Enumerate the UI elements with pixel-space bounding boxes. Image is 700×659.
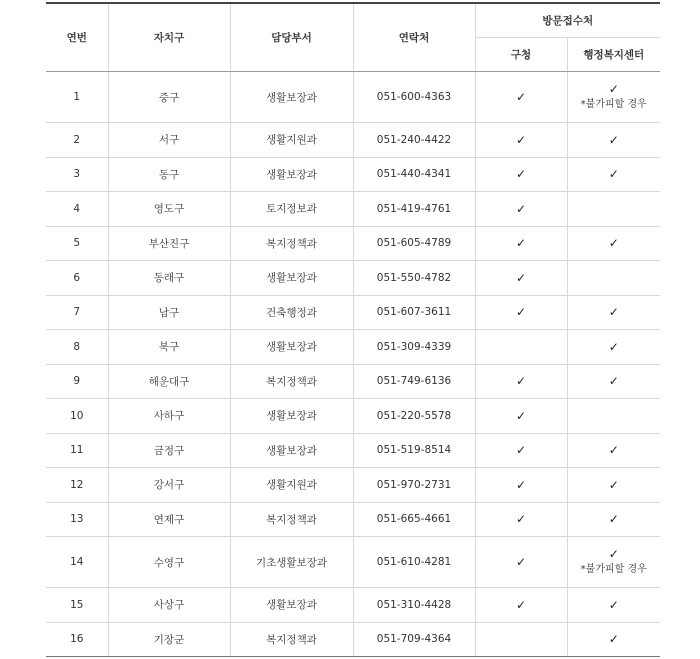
row-dept: 생활보장과	[230, 433, 353, 468]
check-icon: ✓	[515, 90, 527, 104]
row-contact: 051-220-5578	[353, 399, 475, 434]
header-visit: 방문접수처	[475, 3, 660, 38]
row-contact: 051-709-4364	[353, 622, 475, 657]
check-icon: ✓	[515, 408, 527, 423]
row-gucheong-cell	[475, 192, 567, 227]
row-contact: 051-665-4661	[353, 502, 475, 537]
row-center-cell	[567, 295, 660, 330]
table-header	[46, 3, 660, 72]
check-icon: ✓	[515, 512, 527, 527]
row-center-cell	[567, 226, 660, 261]
table-row	[46, 468, 660, 503]
row-dept: 생활보장과	[230, 330, 353, 365]
table-row	[46, 588, 660, 623]
table-row	[46, 399, 660, 434]
row-dept: 생활지원과	[230, 123, 353, 158]
check-icon: ✓	[608, 132, 619, 147]
row-contact: 051-607-3611	[353, 295, 475, 330]
row-no: 13	[46, 502, 108, 537]
row-district: 서구	[108, 123, 230, 158]
table-row	[46, 157, 660, 192]
row-center-cell	[567, 261, 660, 296]
row-district: 수영구	[108, 537, 230, 588]
check-icon: ✓	[515, 167, 527, 182]
check-icon: ✓	[515, 132, 527, 147]
row-gucheong-cell	[475, 157, 567, 192]
row-dept: 복지정책과	[230, 622, 353, 657]
row-no: 6	[46, 261, 108, 296]
row-no: 12	[46, 468, 108, 503]
row-no: 14	[46, 537, 108, 588]
row-district: 남구	[108, 295, 230, 330]
row-dept: 생활지원과	[230, 468, 353, 503]
row-district: 해운대구	[108, 364, 230, 399]
row-center-cell	[567, 502, 660, 537]
table-row	[46, 330, 660, 365]
row-district: 강서구	[108, 468, 230, 503]
check-icon: ✓	[515, 236, 527, 251]
row-district: 금정구	[108, 433, 230, 468]
row-dept: 생활보장과	[230, 72, 353, 123]
row-gucheong-cell	[475, 433, 567, 468]
row-gucheong-cell	[475, 295, 567, 330]
check-icon: ✓	[515, 201, 527, 216]
header-center: 행정복지센터	[567, 38, 660, 72]
table-row	[46, 537, 660, 588]
row-gucheong-cell	[475, 502, 567, 537]
row-district: 사하구	[108, 399, 230, 434]
row-center-cell	[567, 72, 660, 123]
row-district: 부산진구	[108, 226, 230, 261]
row-no: 1	[46, 72, 108, 123]
row-no: 3	[46, 157, 108, 192]
row-gucheong-cell	[475, 226, 567, 261]
row-no: 11	[46, 433, 108, 468]
table-row	[46, 123, 660, 158]
table-body	[46, 72, 660, 657]
table-row	[46, 295, 660, 330]
row-gucheong-cell	[475, 622, 567, 657]
row-center-cell	[567, 588, 660, 623]
check-icon: ✓	[608, 512, 619, 527]
table-row	[46, 364, 660, 399]
row-no: 7	[46, 295, 108, 330]
row-contact: 051-309-4339	[353, 330, 475, 365]
row-center-cell	[567, 468, 660, 503]
row-district: 중구	[108, 72, 230, 123]
row-dept: 토지정보과	[230, 192, 353, 227]
check-icon: ✓	[608, 632, 619, 647]
row-district: 사상구	[108, 588, 230, 623]
header-district: 자치구	[108, 3, 230, 72]
table-row	[46, 72, 660, 123]
row-center-cell	[567, 330, 660, 365]
row-no: 15	[46, 588, 108, 623]
header-dept: 담당부서	[230, 3, 353, 72]
row-gucheong-cell	[475, 72, 567, 123]
check-icon: ✓	[608, 547, 619, 561]
check-icon: ✓	[608, 167, 619, 182]
table-row	[46, 433, 660, 468]
row-center-cell	[567, 433, 660, 468]
check-icon: ✓	[608, 477, 619, 492]
check-icon: ✓	[515, 305, 527, 320]
row-contact: 051-550-4782	[353, 261, 475, 296]
row-gucheong-cell	[475, 399, 567, 434]
row-contact: 051-240-4422	[353, 123, 475, 158]
row-dept: 복지정책과	[230, 364, 353, 399]
check-icon: ✓	[608, 236, 619, 251]
check-icon: ✓	[515, 443, 527, 458]
row-no: 9	[46, 364, 108, 399]
table-row	[46, 622, 660, 657]
check-icon: ✓	[608, 374, 619, 389]
row-contact: 051-519-8514	[353, 433, 475, 468]
row-contact: 051-440-4341	[353, 157, 475, 192]
row-gucheong-cell	[475, 537, 567, 588]
center-note: *불가피할 경우	[580, 564, 647, 575]
table-row	[46, 261, 660, 296]
row-center-cell	[567, 364, 660, 399]
row-district: 영도구	[108, 192, 230, 227]
row-contact: 051-970-2731	[353, 468, 475, 503]
row-dept: 복지정책과	[230, 502, 353, 537]
table-row	[46, 192, 660, 227]
check-icon: ✓	[515, 555, 527, 569]
row-dept: 생활보장과	[230, 261, 353, 296]
reception-table	[46, 2, 660, 657]
check-icon: ✓	[515, 270, 527, 285]
row-contact: 051-610-4281	[353, 537, 475, 588]
row-no: 8	[46, 330, 108, 365]
row-dept: 생활보장과	[230, 399, 353, 434]
check-icon: ✓	[515, 597, 527, 612]
header-no: 연번	[46, 3, 108, 72]
row-gucheong-cell	[475, 588, 567, 623]
row-dept: 생활보장과	[230, 157, 353, 192]
row-gucheong-cell	[475, 468, 567, 503]
row-center-cell	[567, 192, 660, 227]
row-no: 10	[46, 399, 108, 434]
row-dept: 생활보장과	[230, 588, 353, 623]
table-row	[46, 502, 660, 537]
row-district: 연제구	[108, 502, 230, 537]
row-dept: 복지정책과	[230, 226, 353, 261]
row-contact: 051-419-4761	[353, 192, 475, 227]
check-icon: ✓	[608, 443, 619, 458]
row-gucheong-cell	[475, 364, 567, 399]
row-district: 동래구	[108, 261, 230, 296]
row-no: 16	[46, 622, 108, 657]
row-contact: 051-605-4789	[353, 226, 475, 261]
row-dept: 건축행정과	[230, 295, 353, 330]
row-contact: 051-600-4363	[353, 72, 475, 123]
check-icon: ✓	[608, 305, 619, 320]
row-gucheong-cell	[475, 330, 567, 365]
row-no: 2	[46, 123, 108, 158]
row-center-cell	[567, 123, 660, 158]
center-note: *불가피할 경우	[580, 99, 647, 110]
row-no: 4	[46, 192, 108, 227]
check-icon: ✓	[608, 597, 619, 612]
row-district: 동구	[108, 157, 230, 192]
row-center-cell	[567, 157, 660, 192]
reception-table-container	[46, 2, 660, 657]
header-gucheong: 구청	[475, 38, 567, 72]
row-no: 5	[46, 226, 108, 261]
check-icon: ✓	[608, 339, 619, 354]
header-row-top	[46, 3, 660, 38]
row-gucheong-cell	[475, 261, 567, 296]
check-icon: ✓	[515, 374, 527, 389]
table-row	[46, 226, 660, 261]
row-contact: 051-310-4428	[353, 588, 475, 623]
row-center-cell	[567, 537, 660, 588]
row-contact: 051-749-6136	[353, 364, 475, 399]
check-icon: ✓	[608, 82, 619, 96]
row-gucheong-cell	[475, 123, 567, 158]
check-icon: ✓	[515, 477, 527, 492]
row-center-cell	[567, 622, 660, 657]
row-district: 북구	[108, 330, 230, 365]
row-district: 기장군	[108, 622, 230, 657]
row-center-cell	[567, 399, 660, 434]
row-dept: 기초생활보장과	[230, 537, 353, 588]
header-contact: 연락처	[353, 3, 475, 72]
